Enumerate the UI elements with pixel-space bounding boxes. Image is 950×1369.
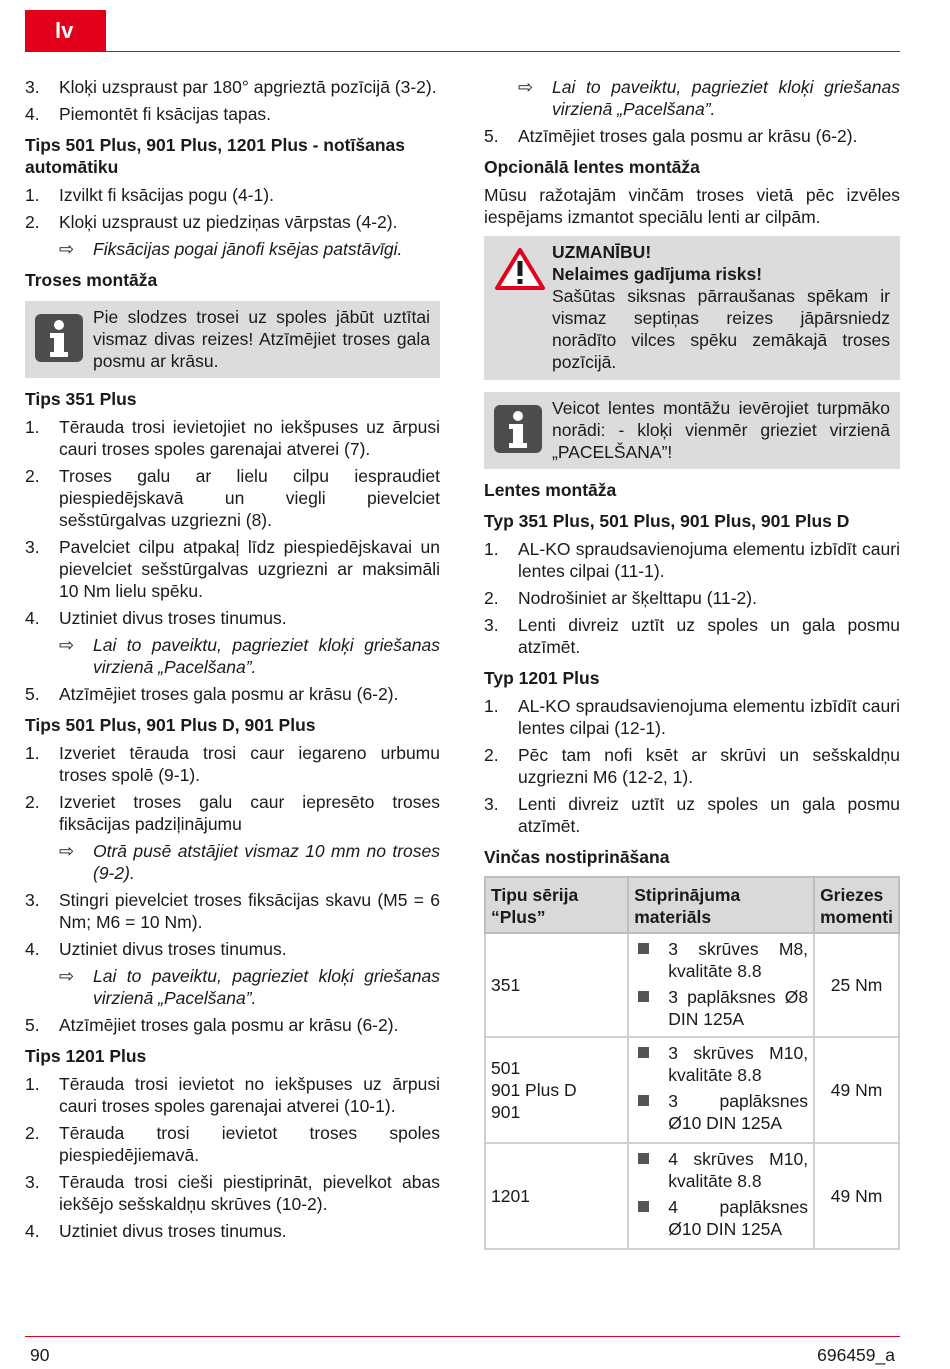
arrow-right-icon: ⇨ [59, 841, 75, 861]
left-column [25, 76, 440, 1247]
section-heading: Typ 1201 Plus [484, 668, 600, 688]
table-cell-series: 351 [485, 933, 628, 1037]
mounting-table [484, 876, 900, 1250]
section-heading: Vinčas nostiprināšana [484, 847, 670, 867]
warning-title: UZMANĪBU! [552, 242, 652, 262]
list-item: 3. Pavelciet cilpu atpakaļ līdz piespiedējskavai un pievelciet sešstūrgalvas uzgriezni ar maksimāli 10 Nm lielu spēku. [25, 537, 440, 601]
list-item: 1. Izvilkt fi ksācijas pogu (4-1). [25, 185, 274, 205]
list-item: 3. Tērauda trosi cieši piestiprināt, pievelkot abas iekšējo sešskaldņu skrūves (10-2). [25, 1172, 440, 1214]
table-header-row [485, 877, 899, 933]
table-cell-torque: 25 Nm [814, 933, 899, 1037]
warning-subtitle: Nelaimes gadījuma risks! [552, 264, 763, 284]
table-cell-torque: 49 Nm [814, 1037, 899, 1143]
table-row [485, 1037, 899, 1143]
bullet-square-icon [634, 1042, 668, 1086]
bullet-square-icon [634, 986, 668, 1030]
footer-rule [25, 1336, 900, 1337]
info-icon [494, 397, 544, 463]
table-cell-material: 4 skrūves M10, kvalitāte 8.8 4 paplāksnes Ø10 DIN 125A [628, 1143, 814, 1249]
result-item: ⇨ Fiksācijas pogai jānofi ksējas patstāvīgi. [59, 239, 403, 259]
table-row [485, 933, 899, 1037]
page-number: 90 [30, 1345, 50, 1365]
list-item: 5. Atzīmējiet troses gala posmu ar krāsu (6-2). [25, 1015, 399, 1035]
list-item: 4. Uztiniet divus troses tinumus. [25, 939, 287, 959]
list-item: 1. Izveriet tērauda trosi caur iegareno urbumu troses spolē (9-1). [25, 743, 440, 785]
bullet-square-icon [634, 1090, 668, 1134]
list-item: 2. Troses galu ar lielu cilpu iespraudiet piespiedējskavā un viegli pievelciet sešstūrgalvas uzgriezni (8). [25, 466, 440, 530]
bullet-square-icon [634, 938, 668, 982]
info-note: Pie slodzes trosei uz spoles jābūt uztītai vismaz divas reizes! Atzīmējiet troses gala posmu ar krāsu. [25, 301, 440, 378]
arrow-right-icon: ⇨ [518, 77, 534, 97]
arrow-right-icon: ⇨ [59, 635, 75, 655]
list-item: 2. Kloķi uzspraust uz piedziņas vārpstas (4-2). [25, 212, 398, 232]
section-heading: Tips 351 Plus [25, 389, 137, 409]
info-note: Veicot lentes montāžu ievērojiet turpmāko norādi: - kloķi vienmēr grieziet virzienā „PACELŠANA”! [484, 392, 900, 469]
list-item: 4. Uztiniet divus troses tinumus. [25, 1221, 287, 1241]
list-item: 4. Uztiniet divus troses tinumus. [25, 608, 287, 628]
arrow-right-icon: ⇨ [59, 239, 75, 259]
list-item: 2. Nodrošiniet ar šķelttapu (11-2). [484, 588, 757, 608]
section-heading: Lentes montāža [484, 480, 617, 500]
list-item: 2. Izveriet troses galu caur iepresēto troses fiksācijas padziļinājumu [25, 792, 440, 834]
warning-note [484, 236, 900, 380]
section-heading: Tips 1201 Plus [25, 1046, 147, 1066]
table-cell-material: 3 skrūves M8, kvalitāte 8.8 3 paplāksnes Ø8 DIN 125A [628, 933, 814, 1037]
table-row [485, 1143, 899, 1249]
result-item: ⇨ Lai to paveiktu, pagrieziet kloķi griešanas virzienā „Pacelšana”. [518, 77, 900, 119]
table-header: Stiprinājuma materiāls [628, 877, 814, 933]
list-item: 1. Tērauda trosi ievietojiet no iekšpuses uz ārpusi cauri troses spoles garenajai atverei (7). [25, 417, 440, 459]
list-item: 5. Atzīmējiet troses gala posmu ar krāsu (6-2). [25, 684, 399, 704]
list-item: 2. Pēc tam nofi ksēt ar skrūvi un sešskaldņu uzgriezni M6 (12-2, 1). [484, 745, 900, 787]
list-item: 1. Tērauda trosi ievietot no iekšpuses uz ārpusi cauri troses spoles garenajai atverei (10-1). [25, 1074, 440, 1116]
list-item: 2. Tērauda trosi ievietot troses spoles piespiedējiemavā. [25, 1123, 440, 1165]
section-heading: Typ 351 Plus, 501 Plus, 901 Plus, 901 Plus D [484, 511, 850, 531]
section-heading: Tips 501 Plus, 901 Plus D, 901 Plus [25, 715, 316, 735]
document-number: 696459_a [817, 1345, 895, 1365]
right-column [484, 76, 900, 1250]
table-cell-torque: 49 Nm [814, 1143, 899, 1249]
bullet-square-icon [634, 1196, 668, 1240]
language-tab: lv [25, 10, 106, 52]
table-header: Griezes momenti [814, 877, 899, 933]
section-heading: Opcionālā lentes montāža [484, 157, 700, 177]
paragraph: Mūsu ražotajām vinčām troses vietā pēc izvēles iespējams izmantot speciālu lenti ar cilpām. [484, 185, 900, 227]
list-item: 1. AL-KO spraudsavienojuma elementu izbīdīt cauri lentes cilpai (11-1). [484, 539, 900, 581]
warning-text: Sašūtas siksnas pārraušanas spēkam ir vismaz septiņas reizes jāpārsniedz norādīto vilces spēku zemākajā troses pozīcijā. [552, 286, 890, 372]
bullet-square-icon [634, 1148, 668, 1192]
list-item: 1. AL-KO spraudsavienojuma elementu izbīdīt cauri lentes cilpai (12-1). [484, 696, 900, 738]
section-heading: Troses montāža [25, 270, 158, 290]
table-cell-series: 501 901 Plus D 901 [485, 1037, 628, 1143]
list-item: 3. Kloķi uzspraust par 180° apgrieztā pozīcijā (3-2). [25, 77, 437, 97]
list-item: 3. Stingri pievelciet troses fiksācijas skavu (M5 = 6 Nm; M6 = 10 Nm). [25, 890, 440, 932]
arrow-right-icon: ⇨ [59, 966, 75, 986]
header-rule [25, 51, 900, 52]
list-item: 3. Lenti divreiz uztīt uz spoles un gala posmu atzīmēt. [484, 615, 900, 657]
table-header: Tipu sērija “Plus” [485, 877, 628, 933]
warning-triangle-icon [494, 241, 552, 373]
list-item: 5. Atzīmējiet troses gala posmu ar krāsu (6-2). [484, 126, 858, 146]
section-heading: Tips 501 Plus, 901 Plus, 1201 Plus - notīšanas automātiku [25, 135, 405, 177]
list-item: 3. Lenti divreiz uztīt uz spoles un gala posmu atzīmēt. [484, 794, 900, 836]
table-cell-material: 3 skrūves M10, kvalitāte 8.8 3 paplāksnes Ø10 DIN 125A [628, 1037, 814, 1143]
list-item: 4. Piemontēt fi ksācijas tapas. [25, 104, 272, 124]
result-item: ⇨ Lai to paveiktu, pagrieziet kloķi griešanas virzienā „Pacelšana”. [59, 966, 440, 1008]
table-cell-series: 1201 [485, 1143, 628, 1249]
result-item: ⇨ Lai to paveiktu, pagrieziet kloķi griešanas virzienā „Pacelšana”. [59, 635, 440, 677]
result-item: ⇨ Otrā pusē atstājiet vismaz 10 mm no troses (9-2). [59, 841, 440, 883]
info-icon [35, 306, 85, 372]
